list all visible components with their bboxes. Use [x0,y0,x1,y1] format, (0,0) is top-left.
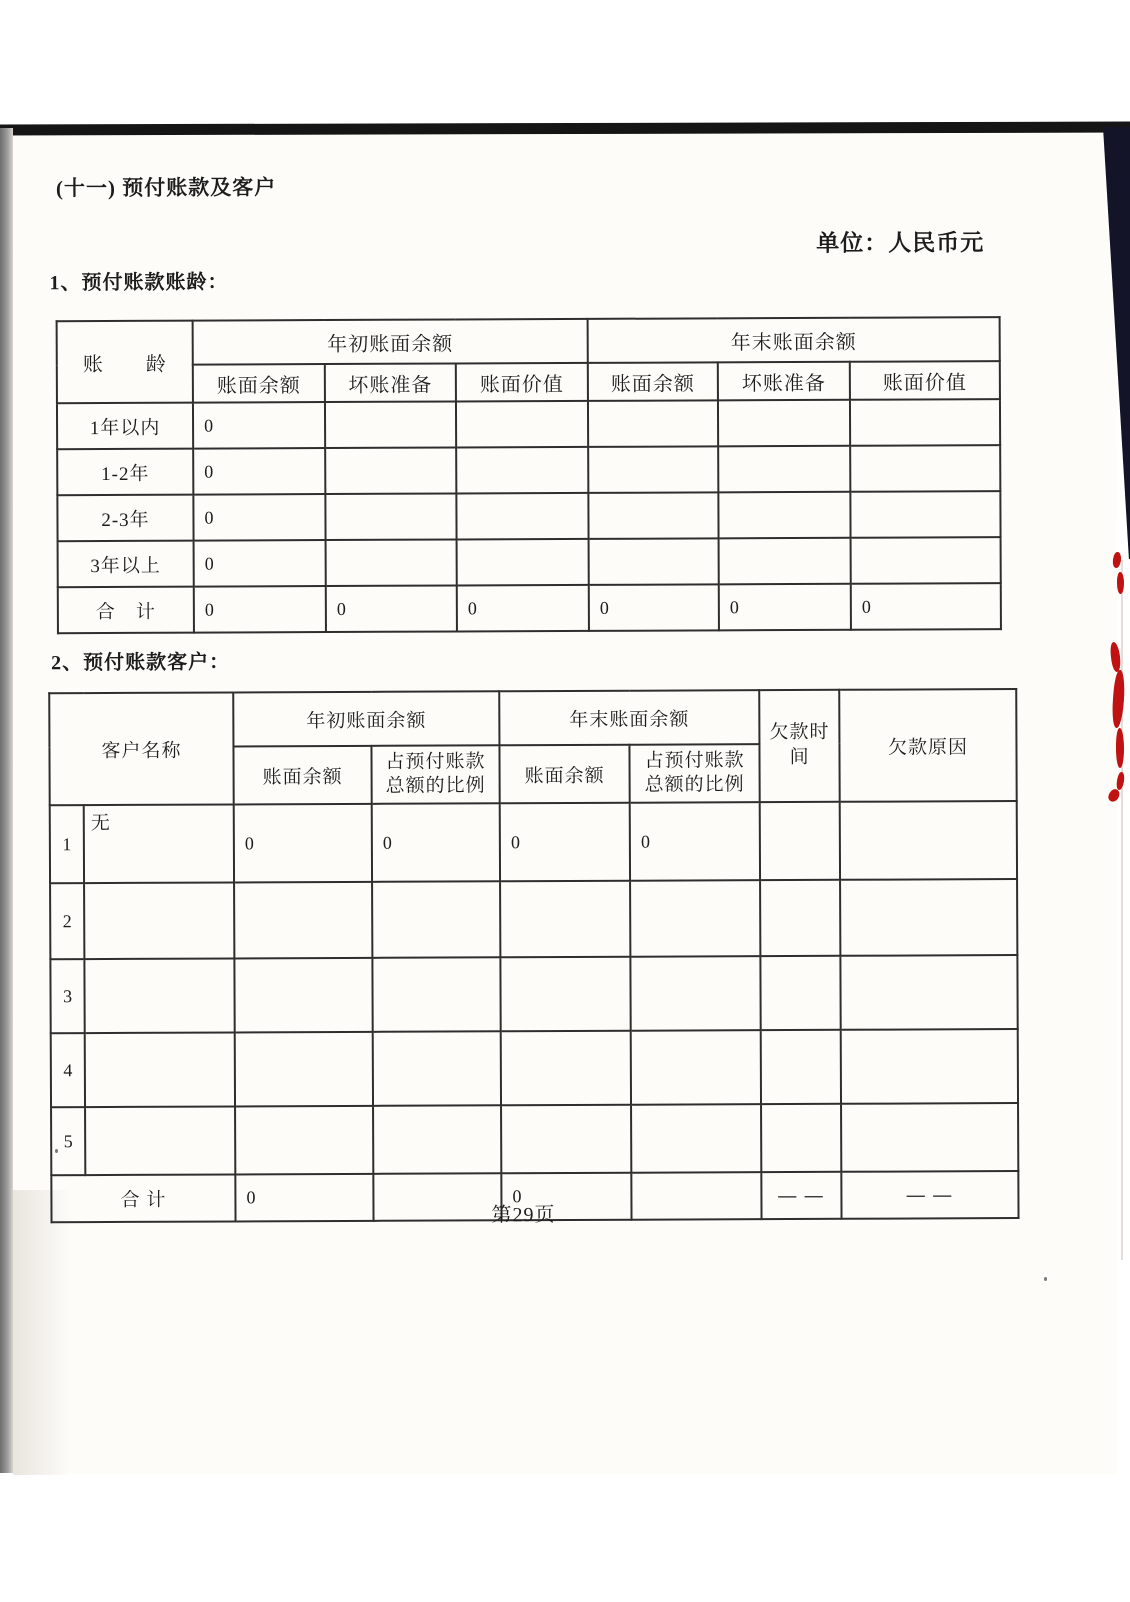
customer-table [48,688,1019,1223]
customer-cell [234,882,372,959]
customer-header-begin-group: 年初账面余额 [233,691,499,746]
customer-cell [373,1031,501,1106]
table-row [57,399,1000,449]
aging-row-label: 3年以上 [58,541,194,588]
customer-header-book-balance: 账面余额 [233,746,371,805]
customer-row-number: 5 [51,1107,85,1175]
table-row [50,801,1017,883]
customer-row-number: 3 [50,959,84,1033]
aging-cell: 0 [193,448,325,495]
table-row [51,1103,1018,1175]
customer-cell [501,1031,631,1106]
customer-total-reason-dash: — — [841,1171,1018,1219]
customer-name-cell [85,1106,235,1175]
aging-cell [589,538,719,585]
page-number: 第29页 [491,1204,556,1227]
customer-header-ratio [629,744,759,803]
section-title: (十一) 预付账款及客户 [55,175,277,201]
customer-reason-cell [840,955,1017,1030]
aging-header-begin-group: 年初账面余额 [193,319,588,365]
customer-reason-cell [841,1103,1018,1172]
table-row [50,879,1017,959]
aging-header-row-2 [57,361,1000,403]
customer-name-cell [84,958,234,1033]
customer-time-cell [760,956,840,1030]
aging-cell [588,400,718,447]
customer-cell: 0 [235,1174,373,1222]
aging-header-bad-debt: 坏账准备 [718,362,850,401]
aging-header-book-value: 账面价值 [456,363,588,402]
customer-row-number: 1 [50,805,84,883]
customer-cell [500,957,630,1032]
customer-reason-cell [840,801,1017,880]
aging-table-caption: 1、预付账款账龄： [49,271,229,295]
aging-cell [456,401,588,448]
aging-cell [588,492,718,539]
customer-cell [373,1105,501,1174]
customer-time-cell [761,1030,841,1104]
customer-reason-cell [840,879,1017,956]
customer-cell: 0 [500,803,630,882]
customer-cell [631,1030,761,1105]
aging-cell: 0 [719,584,851,631]
aging-cell [326,539,457,586]
aging-cell: 0 [193,494,325,541]
aging-header-bad-debt: 坏账准备 [325,363,456,402]
ratio-label: 占预付账款总额的比例 [385,751,486,797]
table-row [51,1029,1018,1107]
customer-time-cell [760,880,840,956]
customer-time-cell [760,802,840,880]
aging-cell: 0 [851,583,1001,630]
aging-cell: 0 [193,402,325,449]
aging-cell [456,493,588,540]
aging-cell [325,493,456,540]
table-row [57,491,1000,541]
customer-cell [631,1172,761,1220]
aging-table [56,316,1002,634]
aging-cell: 0 [194,586,326,633]
customer-row-number: 4 [51,1033,85,1107]
aging-total-label: 合 计 [58,587,194,634]
aging-header-end-group: 年末账面余额 [588,317,1000,363]
table-row [57,445,1000,495]
customer-cell [372,881,500,958]
aging-cell [718,446,850,493]
customer-cell [500,881,630,958]
aging-row-label: 2-3年 [57,495,193,542]
customer-total-label: 合 计 [51,1174,235,1222]
aging-total-row [58,583,1001,633]
aging-header-book-value: 账面价值 [850,361,1000,400]
aging-cell [588,446,718,493]
customer-cell [630,880,760,957]
aging-cell: 0 [326,585,457,632]
customer-cell: 0 [234,804,372,883]
aging-cell [850,399,1000,446]
aging-cell [850,445,1000,492]
aging-cell: 0 [589,584,719,631]
customer-header-row-1 [49,689,1016,747]
aging-cell [325,401,456,448]
customer-cell [501,1105,631,1174]
customer-header-debt-time [759,690,839,802]
customer-header-ratio [371,745,499,804]
customer-header-debt-reason: 欠款原因 [839,689,1016,802]
customer-cell [235,1032,373,1107]
aging-header-book-balance: 账面余额 [588,362,718,401]
aging-cell [719,538,851,585]
aging-cell [325,447,456,494]
aging-cell: 0 [457,585,589,632]
customer-cell: 0 [501,1173,631,1221]
customer-name-cell [85,1032,235,1107]
customer-name-cell: 无 [84,804,234,883]
debt-time-label: 欠款时间 [769,722,830,769]
aging-cell [456,447,588,494]
customer-row-number: 2 [50,883,84,959]
customer-cell [234,958,372,1033]
aging-cell [718,492,850,539]
aging-header-age: 账 龄 [57,321,193,404]
customer-cell [235,1106,373,1175]
aging-row-label: 1-2年 [57,449,193,496]
aging-cell [457,539,589,586]
aging-cell [850,491,1000,538]
customer-cell [373,1173,501,1221]
table-row [58,537,1001,587]
customer-header-book-balance: 账面余额 [499,745,629,804]
aging-cell: 0 [194,540,326,587]
table-row [50,955,1017,1033]
customer-header-end-group: 年末账面余额 [499,690,759,745]
customer-cell: 0 [372,803,500,882]
customer-cell [631,1104,761,1173]
customer-total-time-dash: — — [761,1172,841,1219]
aging-cell [718,400,850,447]
customer-reason-cell [841,1029,1018,1104]
customer-cell: 0 [630,802,760,881]
currency-unit-label: 单位：人民币元 [816,230,985,256]
customer-time-cell [761,1104,841,1172]
aging-header-book-balance: 账面余额 [193,364,325,403]
customer-name-cell [84,882,234,959]
customer-table-caption: 2、预付账款客户： [51,651,231,675]
customer-cell [372,957,500,1032]
customer-cell [630,956,760,1031]
aging-cell [851,537,1001,584]
ratio-label: 占预付账款总额的比例 [644,750,745,796]
aging-row-label: 1年以内 [57,403,193,450]
customer-header-name: 客户名称 [49,692,234,805]
aging-header-row-1 [57,317,1000,365]
